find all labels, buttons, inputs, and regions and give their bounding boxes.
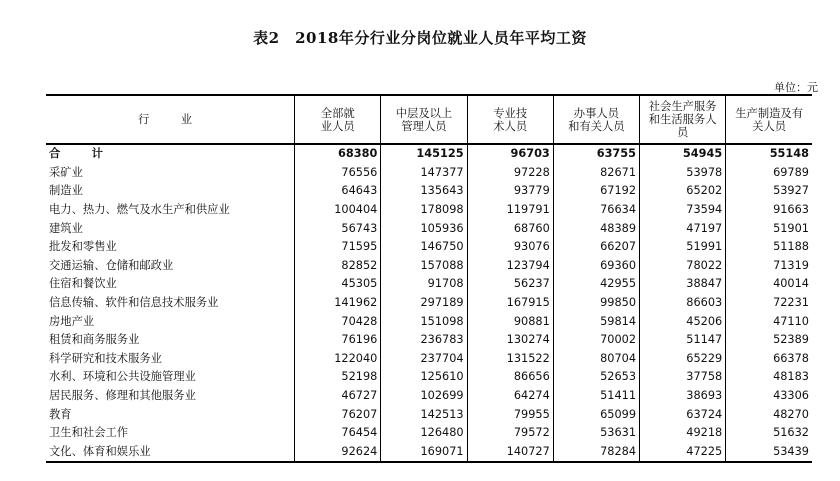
industry-cell: 房地产业: [49, 314, 95, 328]
value-cell: 45206: [640, 312, 726, 331]
value-cell: 86656: [467, 368, 553, 387]
value-cell: 125610: [381, 368, 467, 387]
table-row: [46, 368, 812, 387]
industry-cell: 卫生和社会工作: [49, 426, 129, 440]
value-cell: 66378: [726, 350, 812, 369]
total-row: [46, 144, 812, 164]
value-cell: 93779: [467, 182, 553, 201]
value-cell: 82852: [295, 257, 381, 276]
value-cell: 65202: [640, 182, 726, 201]
column-header-line: 管理人员: [401, 119, 447, 133]
value-cell: 48270: [726, 405, 812, 424]
value-cell: 93076: [467, 238, 553, 257]
value-cell: 86603: [640, 294, 726, 313]
value-cell: 76556: [295, 164, 381, 183]
column-header: [726, 95, 812, 144]
value-cell: 142513: [381, 405, 467, 424]
column-header: [553, 95, 639, 144]
value-cell: 82671: [553, 164, 639, 183]
value-cell: 51147: [640, 331, 726, 350]
table-row: [46, 405, 812, 424]
value-cell: 73594: [640, 201, 726, 220]
value-cell: 78284: [553, 443, 639, 463]
column-header-line: 中层及以上: [395, 106, 453, 120]
column-header-line: 生产制造及有: [735, 106, 804, 120]
value-cell: 237704: [381, 350, 467, 369]
table-row: [46, 238, 812, 257]
value-cell: 146750: [381, 238, 467, 257]
header-row: [46, 95, 812, 144]
unit-label: 单位：元: [774, 81, 818, 94]
table-row: [46, 182, 812, 201]
industry-cell: 信息传输、软件和信息技术服务业: [49, 296, 219, 310]
value-cell: 53631: [553, 424, 639, 443]
value-cell: 38847: [640, 275, 726, 294]
industry-cell: 租赁和商务服务业: [49, 333, 140, 347]
wage-table: [46, 94, 812, 463]
value-cell: 99850: [553, 294, 639, 313]
value-cell: 56743: [295, 219, 381, 238]
value-cell: 126480: [381, 424, 467, 443]
value-cell: 80704: [553, 350, 639, 369]
table-row: [46, 424, 812, 443]
industry-cell: 电力、热力、燃气及水生产和供应业: [49, 203, 230, 217]
table-row: [46, 350, 812, 369]
value-cell: 123794: [467, 257, 553, 276]
value-cell: 51411: [553, 387, 639, 406]
column-header-industry: [46, 95, 295, 144]
value-cell: 65099: [553, 405, 639, 424]
value-cell: 69360: [553, 257, 639, 276]
column-header-line: 行 业: [138, 113, 203, 126]
value-cell: 48183: [726, 368, 812, 387]
value-cell: 47197: [640, 219, 726, 238]
industry-cell: 住宿和餐饮业: [49, 277, 117, 291]
table-row: [46, 275, 812, 294]
value-cell: 63724: [640, 405, 726, 424]
column-header-line: 专业技: [493, 106, 528, 120]
column-header-line: 全部就: [320, 106, 355, 120]
value-cell: 72231: [726, 294, 812, 313]
industry-cell: 制造业: [49, 184, 83, 198]
table-row: [46, 387, 812, 406]
value-cell: 69789: [726, 164, 812, 183]
value-cell: 56237: [467, 275, 553, 294]
value-cell: 63755: [553, 144, 639, 164]
value-cell: 169071: [381, 443, 467, 463]
value-cell: 131522: [467, 350, 553, 369]
value-cell: 178098: [381, 201, 467, 220]
value-cell: 51188: [726, 238, 812, 257]
value-cell: 100404: [295, 201, 381, 220]
value-cell: 67192: [553, 182, 639, 201]
value-cell: 76207: [295, 405, 381, 424]
table-row: [46, 219, 812, 238]
value-cell: 42955: [553, 275, 639, 294]
value-cell: 140727: [467, 443, 553, 463]
value-cell: 145125: [381, 144, 467, 164]
value-cell: 40014: [726, 275, 812, 294]
industry-cell: 采矿业: [49, 165, 83, 179]
value-cell: 79955: [467, 405, 553, 424]
value-cell: 52653: [553, 368, 639, 387]
table-row: [46, 312, 812, 331]
column-header-line: 和生活服务人: [648, 113, 717, 126]
value-cell: 297189: [381, 294, 467, 313]
column-header: [295, 95, 381, 144]
value-cell: 96703: [467, 144, 553, 164]
value-cell: 167915: [467, 294, 553, 313]
industry-cell: 合 计: [49, 147, 113, 161]
value-cell: 119791: [467, 201, 553, 220]
value-cell: 38693: [640, 387, 726, 406]
value-cell: 135643: [381, 182, 467, 201]
value-cell: 52389: [726, 331, 812, 350]
value-cell: 130274: [467, 331, 553, 350]
column-header-line: 术人员: [493, 119, 528, 133]
value-cell: 71595: [295, 238, 381, 257]
industry-cell: 建筑业: [49, 221, 83, 235]
value-cell: 78022: [640, 257, 726, 276]
value-cell: 64643: [295, 182, 381, 201]
industry-cell: 科学研究和技术服务业: [49, 351, 162, 365]
value-cell: 51991: [640, 238, 726, 257]
value-cell: 53439: [726, 443, 812, 463]
page-title: 表2 2018年分行业分岗位就业人员年平均工资: [253, 29, 587, 47]
industry-cell: 教育: [49, 407, 72, 421]
table-body: [46, 144, 812, 462]
value-cell: 51901: [726, 219, 812, 238]
table-row: [46, 294, 812, 313]
industry-cell: 批发和零售业: [49, 240, 117, 254]
value-cell: 55148: [726, 144, 812, 164]
value-cell: 141962: [295, 294, 381, 313]
value-cell: 47110: [726, 312, 812, 331]
value-cell: 105936: [381, 219, 467, 238]
column-header-line: 关人员: [752, 119, 787, 133]
value-cell: 76634: [553, 201, 639, 220]
column-header-line: 社会生产服务: [648, 100, 717, 113]
value-cell: 47225: [640, 443, 726, 463]
value-cell: 157088: [381, 257, 467, 276]
column-header: [467, 95, 553, 144]
industry-cell: 水利、环境和公共设施管理业: [49, 370, 196, 384]
value-cell: 68760: [467, 219, 553, 238]
column-header-line: 员: [676, 126, 689, 139]
value-cell: 45305: [295, 275, 381, 294]
value-cell: 70002: [553, 331, 639, 350]
value-cell: 76454: [295, 424, 381, 443]
value-cell: 151098: [381, 312, 467, 331]
table-row: [46, 331, 812, 350]
column-header-line: 办事人员: [573, 106, 619, 120]
value-cell: 97228: [467, 164, 553, 183]
column-header-line: 业人员: [320, 119, 355, 133]
value-cell: 49218: [640, 424, 726, 443]
value-cell: 147377: [381, 164, 467, 183]
value-cell: 91708: [381, 275, 467, 294]
column-header-line: 和有关人员: [568, 119, 625, 133]
value-cell: 51632: [726, 424, 812, 443]
value-cell: 91663: [726, 201, 812, 220]
value-cell: 53978: [640, 164, 726, 183]
value-cell: 122040: [295, 350, 381, 369]
value-cell: 46727: [295, 387, 381, 406]
value-cell: 68380: [295, 144, 381, 164]
value-cell: 90881: [467, 312, 553, 331]
table-row: [46, 257, 812, 276]
value-cell: 52198: [295, 368, 381, 387]
table-row: [46, 201, 812, 220]
value-cell: 43306: [726, 387, 812, 406]
table-row: [46, 443, 812, 463]
value-cell: 76196: [295, 331, 381, 350]
value-cell: 70428: [295, 312, 381, 331]
value-cell: 79572: [467, 424, 553, 443]
value-cell: 53927: [726, 182, 812, 201]
value-cell: 236783: [381, 331, 467, 350]
value-cell: 92624: [295, 443, 381, 463]
value-cell: 65229: [640, 350, 726, 369]
value-cell: 102699: [381, 387, 467, 406]
column-header: [381, 95, 467, 144]
value-cell: 48389: [553, 219, 639, 238]
value-cell: 71319: [726, 257, 812, 276]
industry-cell: 交通运输、仓储和邮政业: [49, 258, 174, 272]
value-cell: 66207: [553, 238, 639, 257]
value-cell: 54945: [640, 144, 726, 164]
column-header: [640, 95, 726, 144]
table-row: [46, 164, 812, 183]
industry-cell: 文化、体育和娱乐业: [46, 443, 295, 463]
industry-cell: 居民服务、修理和其他服务业: [49, 389, 196, 403]
value-cell: 64274: [467, 387, 553, 406]
value-cell: 59814: [553, 312, 639, 331]
value-cell: 37758: [640, 368, 726, 387]
